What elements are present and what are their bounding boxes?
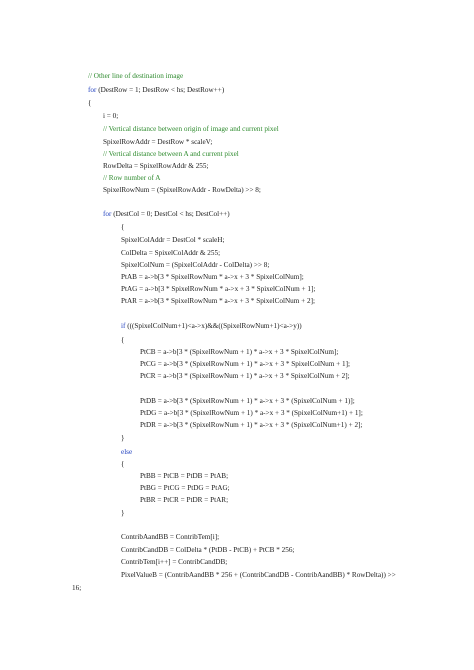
code-line: PtBB = PtCB = PtDB = PtAB;: [140, 472, 229, 480]
code-line: ContribCandDB = ColDelta * (PtDB - PtCB) + PtCB * 256;: [121, 546, 295, 554]
code-line: for (DestRow = 1; DestRow < hs; DestRow++): [88, 86, 225, 94]
code-line: SpixelColAddr = DestCol * scaleH;: [121, 236, 225, 244]
code-line: ColDelta = SpixelColAddr & 255;: [121, 249, 221, 257]
code-line: SpixelRowAddr = DestRow * scaleV;: [103, 138, 213, 146]
code-line: ContribAandBB = ContribTem[i];: [121, 533, 220, 541]
code-line: PtDB = a->b[3 * (SpixelRowNum + 1) * a->x + 3 * (SpixelColNum + 1)];: [140, 397, 355, 405]
code-comment-line: // Row number of A: [103, 174, 161, 182]
code-line: i = 0;: [103, 112, 119, 120]
code-line: PtBG = PtCG = PtDG = PtAG;: [140, 484, 230, 492]
code-comment-line: // Vertical distance between origin of image and current pixel: [103, 125, 279, 133]
code-line: {: [121, 336, 125, 344]
code-line: PtAR = a->b[3 * SpixelRowNum * a->x + 3 * SpixelColNum + 2];: [121, 297, 315, 305]
code-line: PtCG = a->b[3 * (SpixelRowNum + 1) * a->x + 3 * SpixelColNum + 1];: [140, 360, 350, 368]
code-line: PtAG = a->b[3 * SpixelRowNum * a->x + 3 * SpixelColNum + 1];: [121, 285, 316, 293]
code-line: {: [121, 223, 125, 231]
code-line: }: [121, 509, 125, 517]
code-line: if (((SpixelColNum+1)<a->x)&&((SpixelRowNum+1)<a->y)): [121, 322, 302, 330]
code-line: PtDG = a->b[3 * (SpixelRowNum + 1) * a->x + 3 * (SpixelColNum+1) + 1];: [140, 409, 363, 417]
code-line: [121, 448, 132, 457]
code-line: {: [121, 460, 125, 468]
code-line: PtCB = a->b[3 * (SpixelRowNum + 1) * a->x + 3 * SpixelColNum];: [140, 348, 339, 356]
code-comment-line: // Vertical distance between A and current pixel: [103, 150, 239, 158]
keyword-token: else: [121, 448, 133, 456]
code-line: RowDelta = SpixelRowAddr & 255;: [103, 162, 209, 170]
code-line: PtBR = PtCR = PtDR = PtAR;: [140, 496, 229, 504]
code-line: {: [88, 99, 92, 107]
code-line: 16;: [72, 584, 82, 592]
keyword-token: if: [121, 322, 126, 330]
code-line: PixelValueB = (ContribAandBB * 256 + (ContribCandDB - ContribAandBB) * RowDelta)) >>: [121, 571, 396, 579]
code-line: }: [121, 434, 125, 442]
code-line: SpixelColNum = (SpixelColAddr - ColDelta) >> 8;: [121, 261, 270, 269]
code-line: PtAB = a->b[3 * SpixelRowNum * a->x + 3 * SpixelColNum];: [121, 273, 304, 281]
code-line: ContribTem[i++] = ContribCandDB;: [121, 558, 228, 566]
code-line: SpixelRowNum = (SpixelRowAddr - RowDelta) >> 8;: [103, 186, 261, 194]
code-line: PtDR = a->b[3 * (SpixelRowNum + 1) * a->x + 3 * (SpixelColNum+1) + 2];: [140, 421, 363, 429]
code-comment-line: // Other line of destination image: [88, 72, 184, 80]
code-line: PtCR = a->b[3 * (SpixelRowNum + 1) * a->x + 3 * SpixelColNum + 2];: [140, 372, 350, 380]
keyword-token: for: [88, 86, 97, 94]
code-line: for (DestCol = 0; DestCol < hs; DestCol++): [103, 210, 230, 218]
keyword-token: for: [103, 210, 112, 218]
